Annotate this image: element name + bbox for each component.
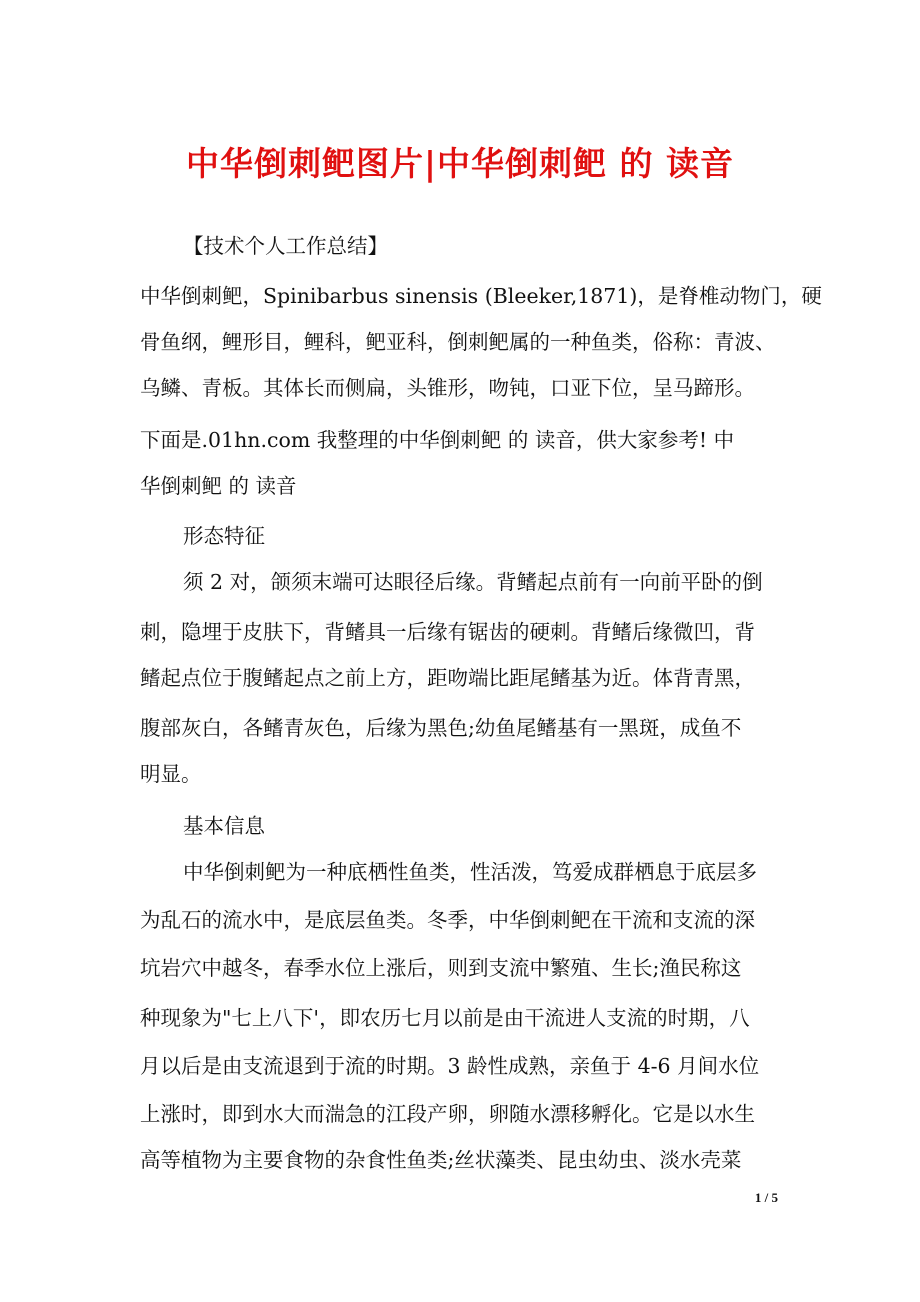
paragraph-line: 上涨时，即到水大而湍急的江段产卵，卵随水漂移孵化。它是以水生 (140, 1102, 755, 1126)
paragraph-line: 腹部灰白，各鳍青灰色，后缘为黑色;幼鱼尾鳍基有一黑斑，成鱼不 (140, 716, 742, 740)
paragraph-line: 下面是.01hn.com 我整理的中华倒刺鲃 的 读音，供大家参考! 中 (140, 428, 735, 452)
paragraph-line: 坑岩穴中越冬，春季水位上涨后，则到支流中繁殖、生长;渔民称这 (140, 956, 742, 980)
paragraph-line: 月以后是由支流退到于流的时期。3 龄性成熟，亲鱼于 4-6 月间水位 (140, 1054, 760, 1078)
paragraph-line: 高等植物为主要食物的杂食性鱼类;丝状藻类、昆虫幼虫、淡水壳菜 (140, 1148, 742, 1172)
paragraph-line: 华倒刺鲃 的 读音 (140, 474, 297, 498)
paragraph-line: 乌鳞、青板。其体长而侧扁，头锥形，吻钝，口亚下位，呈马蹄形。 (140, 376, 755, 400)
document-title: 中华倒刺鲃图片|中华倒刺鲃 的 读音 (186, 144, 734, 183)
paragraph-line: 种现象为"七上八下'，即农历七月以前是由干流进人支流的时期，八 (140, 1006, 750, 1030)
paragraph-line: 须 2 对，颌须末端可达眼径后缘。背鳍起点前有一向前平卧的倒 (183, 570, 763, 594)
section-heading: 形态特征 (183, 524, 265, 548)
page-number: 1 / 5 (754, 1190, 778, 1205)
paragraph-line: 骨鱼纲，鲤形目，鲤科，鲃亚科，倒刺鲃属的一种鱼类，俗称：青波、 (140, 330, 776, 354)
paragraph-line: 为乱石的流水中，是底层鱼类。冬季，中华倒刺鲃在干流和支流的深 (140, 908, 755, 932)
paragraph-line: 中华倒刺鲃，Spinibarbus sinensis (Bleeker,1871)，是脊椎动物门，硬 (140, 284, 822, 308)
paragraph-line: 刺，隐埋于皮肤下，背鳍具一后缘有锯齿的硬刺。背鳍后缘微凹，背 (140, 620, 755, 644)
paragraph-line: 鳍起点位于腹鳍起点之前上方，距吻端比距尾鳍基为近。体背青黑， (140, 666, 755, 690)
paragraph-line: 明显。 (140, 762, 202, 786)
section-label: 【技术个人工作总结】 (183, 234, 388, 258)
paragraph-line: 中华倒刺鲃为一种底栖性鱼类，性活泼，笃爱成群栖息于底层多 (183, 860, 757, 884)
section-heading: 基本信息 (183, 814, 265, 838)
